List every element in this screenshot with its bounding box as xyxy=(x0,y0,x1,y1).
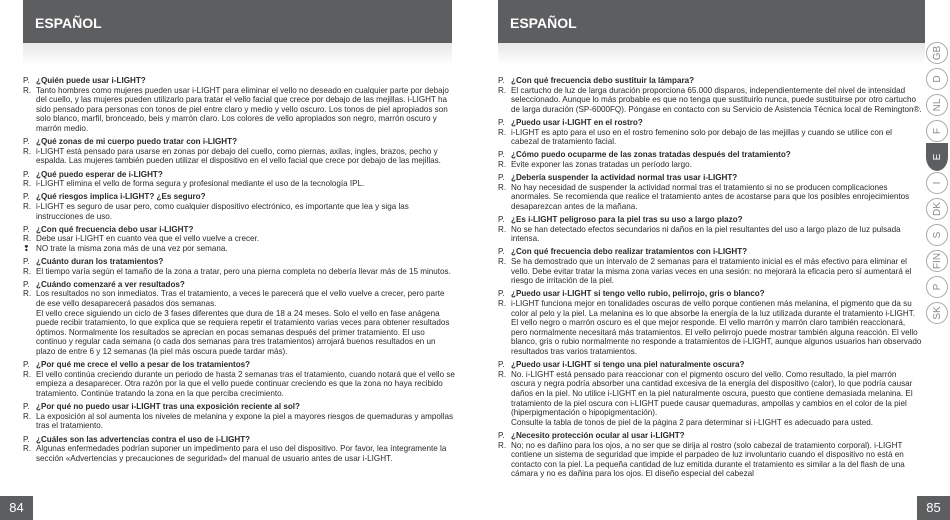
qa-item xyxy=(498,215,922,244)
answer-text: Debe usar i-LIGHT en cuanto vea que el vello vuelve a crecer. xyxy=(36,234,260,244)
answer-row xyxy=(498,225,922,244)
answer-label: R. xyxy=(498,299,507,309)
qa-item xyxy=(498,76,922,114)
answer-label: R. xyxy=(498,182,507,192)
question-label: P. xyxy=(498,430,505,440)
question-label: P. xyxy=(23,76,30,85)
qa-item xyxy=(498,360,922,427)
question-label: P. xyxy=(23,224,30,234)
qa-item xyxy=(23,225,455,254)
answer-label: R. xyxy=(23,411,32,421)
answer-row xyxy=(23,444,455,463)
answer-row xyxy=(498,441,922,479)
page-header: ESPAÑOL xyxy=(498,0,925,43)
qa-item xyxy=(23,170,455,189)
question-text: ¿Cuánto duran los tratamientos? xyxy=(36,257,164,267)
answer-text: No; no es dañino para los ojos, a no ser que se dirija al rostro (solo cabezal de tratamiento corporal). i-LIGHT contiene un sistema de seguridad que impide el parpadeo de luz involuntario cuando el dispositivo no está en contacto con la piel. La pequeña cantidad de luz emitida durante el tratamiento es similar a la del flash de una cámara y no es dañina para los ojos. El diseño especial del cabezal xyxy=(511,440,905,479)
answer-continuation xyxy=(23,309,455,357)
language-tab-gb[interactable]: GB xyxy=(926,42,948,64)
answer-row xyxy=(23,234,455,244)
answer-label: R. xyxy=(23,289,32,299)
spacer xyxy=(23,309,36,357)
answer-text: El cartucho de luz de larga duración proporciona 65.000 disparos, independientemente del nivel de intensidad seleccionado. Aunque lo más probable es que no tenga que sustituirlo nunca, puede sustituirse por otro cartucho de larga duración (SP-6000FQ). Póngase en contacto con su Servicio de Asistencia Técnica local de Remington®. xyxy=(511,85,922,114)
answer-text: Algunas enfermedades podrían suponer un impedimento para el uso del dispositivo. Por favor, lea íntegramente la sección «Advertencias y precauciones de seguridad» del manual de usuario antes de usar i-LIGHT. xyxy=(36,444,447,463)
question-text: ¿Puedo usar i-LIGHT si tengo una piel naturalmente oscura? xyxy=(511,360,745,370)
header-shadow xyxy=(23,43,452,65)
answer-label: R. xyxy=(23,266,32,276)
question-text: ¿Por qué me crece el vello a pesar de los tratamientos? xyxy=(36,360,251,370)
question-row xyxy=(23,192,455,202)
question-text: ¿Qué zonas de mi cuerpo puedo tratar con i-LIGHT? xyxy=(36,137,238,147)
language-tab-nl[interactable]: NL xyxy=(926,94,948,116)
qa-item xyxy=(23,435,455,464)
qa-item xyxy=(23,137,455,166)
language-tab-i[interactable]: I xyxy=(926,172,948,194)
question-text: ¿Con qué frecuencia debo realizar tratamientos con i-LIGHT? xyxy=(511,247,748,257)
faq-content xyxy=(498,76,922,483)
answer-row xyxy=(498,183,922,212)
question-text: ¿Puedo usar i-LIGHT en el rostro? xyxy=(511,117,643,127)
answer-label: R. xyxy=(498,127,507,137)
answer-row xyxy=(498,299,922,357)
answer-label: R. xyxy=(498,257,507,267)
answer-text: i-LIGHT es seguro de usar pero, como cualquier dispositivo electrónico, es importante que lea y siga las instrucciones de uso. xyxy=(36,201,409,221)
language-tab-dk[interactable]: DK xyxy=(926,198,948,220)
question-row xyxy=(498,431,922,441)
qa-item xyxy=(498,150,922,169)
question-label: P. xyxy=(23,137,30,147)
answer-text: i-LIGHT funciona mejor en tonalidades oscuras de vello porque contienen más melanina, el pigmento que da su color al pelo y la piel. La melanina es lo que absorbe la energía de la luz utilizada durante el tratamiento i-LIGHT. El vello negro o marrón oscuro es el que mejor responde. El vello marrón y marrón claro también reaccionará, pero normalmente necesitará más tratamientos. El vello pelirrojo puede mostrar también alguna reacción. El vello blanco, gris o rubio normalmente no responde a tratamientos de i-LIGHT, aunque algunos usuarios han observado resultados tras varios tratamientos. xyxy=(511,299,922,356)
answer-label: R. xyxy=(498,224,507,234)
question-text: ¿Cuáles son las advertencias contra el uso de i-LIGHT? xyxy=(36,434,251,444)
faq-content xyxy=(23,76,455,467)
question-row xyxy=(498,289,922,299)
spacer xyxy=(498,418,511,428)
answer-text: El tiempo varía según el tamaño de la zona a tratar, pero una pierna completa no debería llevar más de 15 minutos. xyxy=(36,266,451,276)
question-row xyxy=(23,402,455,412)
answer-label: R. xyxy=(23,146,32,156)
answer-row xyxy=(23,147,455,166)
answer-text: No se han detectado efectos secundarios ni daños en la piel resultantes del uso a largo plazo de luz pulsada intensa. xyxy=(511,224,901,244)
question-label: P. xyxy=(23,257,30,267)
language-tab-d[interactable]: D xyxy=(926,68,948,90)
question-label: P. xyxy=(498,76,505,85)
question-label: P. xyxy=(498,215,505,225)
answer-text: Tanto hombres como mujeres pueden usar i-LIGHT para eliminar el vello no deseado en cualquier parte por debajo del cuello, y las mujeres pueden utilizarlo para tratar el vello facial que crece por debajo de las mejillas. i-LIGHT ha sido pensado para personas con tonos de piel entre claro y medio y vello oscuro. Los tonos de piel apropiados son solo blanco, marfil, bronceado, beis y marrón claro. Los colores de vello apropiados son negro, marrón oscuro y marrón medio. xyxy=(36,85,449,133)
language-tab-s[interactable]: S xyxy=(926,224,948,246)
answer-text: El vello continúa creciendo durante un periodo de hasta 2 semanas tras el tratamiento, cuando notará que el vello se empieza a desaparecer. Otra razón por la que el vello puede continuar creciendo es que la zona no haya recibido tratamiento. Continúe tratando la zona en la que perciba crecimiento. xyxy=(36,369,455,398)
answer-label: R. xyxy=(498,369,507,379)
answer-text: i-LIGHT es apto para el uso en el rostro femenino solo por debajo de las mejillas y cuando se utilice con el cabezal de tratamiento facial. xyxy=(511,127,892,147)
question-row xyxy=(498,150,922,160)
question-label: P. xyxy=(498,360,505,370)
qa-item xyxy=(498,289,922,356)
answer-label: R. xyxy=(23,85,32,95)
answer-label: R. xyxy=(23,179,32,189)
answer-label: R. xyxy=(498,85,507,95)
question-row xyxy=(498,215,922,225)
question-row xyxy=(23,170,455,180)
answer-row xyxy=(498,370,922,418)
question-label: P. xyxy=(23,192,30,202)
answer-label: R. xyxy=(23,234,32,244)
answer-text: La exposición al sol aumenta los niveles de melanina y expone la piel a mayores riesgos de quemaduras y ampollas tras el tratamiento. xyxy=(36,411,454,431)
answer-text: Se ha demostrado que un intervalo de 2 semanas para el tratamiento inicial es el más efectivo para eliminar el vello. Debe evitar tratar la misma zona varias veces en una sesión: no mejorará la eficacia pero sí aumentará el riesgo de irritación de la piel. xyxy=(511,257,912,286)
answer-row xyxy=(23,370,455,399)
question-text: ¿Necesito protección ocular al usar i-LIGHT? xyxy=(511,430,685,440)
question-text: ¿Puedo usar i-LIGHT si tengo vello rubio, pelirrojo, gris o blanco? xyxy=(511,289,765,299)
question-label: P. xyxy=(23,360,30,370)
answer-text: i-LIGHT elimina el vello de forma segura y profesional mediante el uso de la tecnología IPL. xyxy=(36,179,365,189)
answer-label: R. xyxy=(23,444,32,454)
answer-label: R. xyxy=(498,440,507,450)
answer-row xyxy=(23,86,455,134)
language-tab-fin[interactable]: FIN xyxy=(926,250,948,272)
page-number: 84 xyxy=(0,496,33,520)
question-text: ¿Es i-LIGHT peligroso para la piel tras su uso a largo plazo? xyxy=(511,215,743,225)
answer-label: R. xyxy=(498,159,507,169)
answer-extra-text: El vello crece siguiendo un ciclo de 3 fases diferentes que dura de 18 a 24 meses. Solo el vello en fase anágena puede recibir tratamiento, lo que explica que se requiera repetir el tratamiento varias veces para obtener resultados óptimos. Normalmente los resultados se aprecian en pocas semanas después del primer tratamiento. El uso continuo y regular cada semana (o cada dos semanas para tres tratamientos) arrojará buenos resultados en un plazo de entre 6 y 12 semanas (la piel más oscura puede tardar más). xyxy=(36,308,450,356)
question-label: P. xyxy=(498,173,505,183)
answer-row xyxy=(23,412,455,431)
qa-item xyxy=(498,247,922,285)
question-text: ¿Con qué frecuencia debo usar i-LIGHT? xyxy=(36,224,194,234)
language-tab-f[interactable]: F xyxy=(926,120,948,142)
qa-item xyxy=(23,280,455,357)
question-text: ¿Qué riesgos implica i-LIGHT? ¿Es seguro? xyxy=(36,192,206,202)
warning-text: NO trate la misma zona más de una vez por semana. xyxy=(36,243,228,253)
question-row xyxy=(498,118,922,128)
question-row xyxy=(23,280,455,290)
question-row xyxy=(498,173,922,183)
question-text: ¿Qué puedo esperar de i-LIGHT? xyxy=(36,169,163,179)
qa-item xyxy=(498,118,922,147)
question-text: ¿Con qué frecuencia debo sustituir la lámpara? xyxy=(511,76,695,85)
question-label: P. xyxy=(498,117,505,127)
answer-text: No. i-LIGHT está pensado para reaccionar con el pigmento oscuro del vello. Como resultado, la piel marrón oscura y negra podría absorber una cantidad excesiva de la energía del dispositivo (calor), lo que podría causar daños en la piel. No utilice i-LIGHT en la piel naturalmente oscura, puesto que contiene demasiada melanina. El tratamiento de la piel oscura con i-LIGHT puede causar quemaduras, ampollas y cambios en el color de la piel (hiperpigmentación o hipopigmentación). xyxy=(511,369,913,418)
warning-icon: ❢ xyxy=(23,243,30,253)
question-label: P. xyxy=(23,279,30,289)
answer-text: Evite exponer las zonas tratadas un período largo. xyxy=(511,159,692,169)
question-row xyxy=(23,76,455,86)
qa-item xyxy=(23,360,455,398)
question-text: ¿Quién puede usar i-LIGHT? xyxy=(36,76,146,85)
question-label: P. xyxy=(23,169,30,179)
answer-continuation xyxy=(498,418,922,428)
question-text: ¿Cómo puedo ocuparme de las zonas tratadas después del tratamiento? xyxy=(511,150,791,160)
language-tabs xyxy=(924,40,950,326)
language-tab-sk[interactable]: SK xyxy=(926,302,948,324)
answer-row xyxy=(23,202,455,221)
answer-row xyxy=(498,86,922,115)
question-row xyxy=(23,360,455,370)
answer-row xyxy=(498,128,922,147)
right-page xyxy=(475,0,950,520)
qa-item xyxy=(23,76,455,134)
warning-row xyxy=(23,244,455,254)
qa-item xyxy=(23,257,455,276)
qa-item xyxy=(498,173,922,211)
answer-row xyxy=(23,267,455,277)
qa-item xyxy=(23,192,455,221)
language-tab-p[interactable]: P xyxy=(926,276,948,298)
answer-row xyxy=(498,257,922,286)
answer-text: Los resultados no son inmediatos. Tras el tratamiento, a veces le parecerá que el vello vuelve a crecer, pero parte de ese vello desaparecerá pasados dos semanas. xyxy=(36,289,445,309)
question-label: P. xyxy=(23,434,30,444)
header-shadow xyxy=(498,43,925,65)
question-row xyxy=(23,257,455,267)
question-label: P. xyxy=(498,247,505,257)
question-text: ¿Cuándo comenzaré a ver resultados? xyxy=(36,279,185,289)
language-tab-e[interactable]: E xyxy=(926,143,948,171)
question-row xyxy=(23,435,455,445)
page-number: 85 xyxy=(917,496,950,520)
question-row xyxy=(23,225,455,235)
answer-label: R. xyxy=(23,201,32,211)
question-text: ¿Por qué no puedo usar i-LIGHT tras una exposición reciente al sol? xyxy=(36,402,300,412)
answer-extra-text: Consulte la tabla de tonos de piel de la página 2 para determinar si i-LIGHT es adecuado para usted. xyxy=(511,417,874,427)
question-row xyxy=(498,247,922,257)
question-row xyxy=(498,360,922,370)
question-row xyxy=(23,137,455,147)
question-label: P. xyxy=(498,150,505,160)
answer-text: No hay necesidad de suspender la actividad normal tras el tratamiento si no se producen complicaciones anormales. Se recomienda que realice el tratamiento antes de acostarse para que los posibles enrojecimientos desaparezcan antes de la mañana. xyxy=(511,182,910,211)
page-header: ESPAÑOL xyxy=(23,0,452,43)
answer-label: R. xyxy=(23,369,32,379)
question-text: ¿Debería suspender la actividad normal tras usar i-LIGHT? xyxy=(511,173,738,183)
qa-item xyxy=(498,431,922,479)
answer-row xyxy=(23,179,455,189)
answer-row xyxy=(23,289,455,308)
question-label: P. xyxy=(23,402,30,412)
answer-row xyxy=(498,160,922,170)
qa-item xyxy=(23,402,455,431)
question-label: P. xyxy=(498,289,505,299)
answer-text: i-LIGHT está pensado para usarse en zonas por debajo del cuello, como piernas, axilas, ingles, brazos, pecho y espalda. Las mujeres también pueden utilizar el dispositivo en el vello facial que crece por debajo de las mejillas. xyxy=(36,146,441,166)
question-row xyxy=(498,76,922,86)
